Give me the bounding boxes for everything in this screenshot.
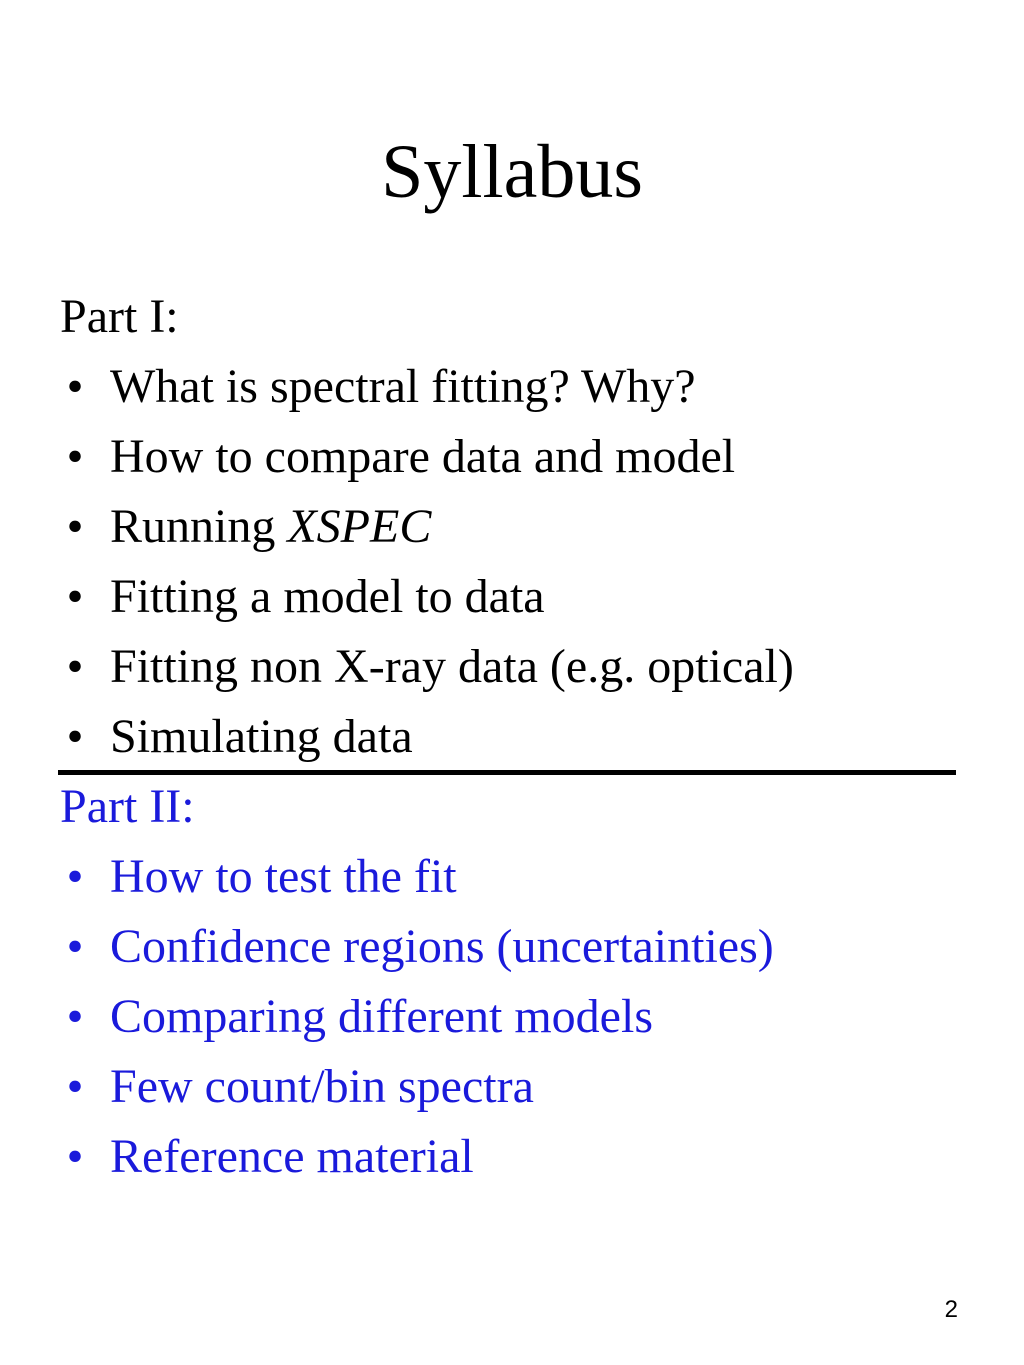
bullet-icon: • (66, 850, 84, 903)
bullet-icon: • (66, 1130, 84, 1183)
list-item-text: How to test the fit (110, 850, 457, 903)
page-number: 2 (944, 1296, 958, 1323)
bullet-icon: • (66, 710, 84, 763)
list-item (60, 708, 960, 766)
list-item (60, 848, 960, 906)
list-item-text: Simulating data (110, 710, 413, 763)
list-item (60, 1058, 960, 1116)
list-item-text: Reference material (110, 1130, 474, 1183)
bullet-icon: • (66, 920, 84, 973)
bullet-icon: • (66, 990, 84, 1043)
section-divider (58, 770, 956, 775)
list-item-text: What is spectral fitting? Why? (110, 360, 696, 413)
bullet-icon: • (66, 1060, 84, 1113)
list-item (60, 568, 960, 626)
list-item (60, 498, 960, 556)
part1-section (60, 288, 960, 778)
list-item (60, 638, 960, 696)
slide-title: Syllabus (381, 130, 643, 214)
list-item-italic-text: XSPEC (287, 500, 432, 553)
bullet-icon: • (66, 360, 84, 413)
list-item-text: Comparing different models (110, 990, 653, 1043)
list-item (60, 358, 960, 416)
part2-list (60, 848, 960, 1186)
list-item (60, 428, 960, 486)
part2-heading: Part II: (60, 780, 195, 833)
list-item-text: Fitting non X-ray data (e.g. optical) (110, 640, 794, 693)
list-item-text: Fitting a model to data (110, 570, 545, 623)
bullet-icon: • (66, 570, 84, 623)
list-item-text: Running (110, 500, 288, 553)
list-item (60, 918, 960, 976)
bullet-icon: • (66, 430, 84, 483)
list-item-text: How to compare data and model (110, 430, 736, 483)
part1-heading: Part I: (60, 290, 179, 343)
list-item (60, 1128, 960, 1186)
part2-section (60, 778, 960, 1198)
list-item (60, 988, 960, 1046)
list-item-text: Few count/bin spectra (110, 1060, 534, 1113)
part1-list (60, 358, 960, 766)
bullet-icon: • (66, 500, 84, 553)
bullet-icon: • (66, 640, 84, 693)
list-item-text: Confidence regions (uncertainties) (110, 920, 774, 973)
